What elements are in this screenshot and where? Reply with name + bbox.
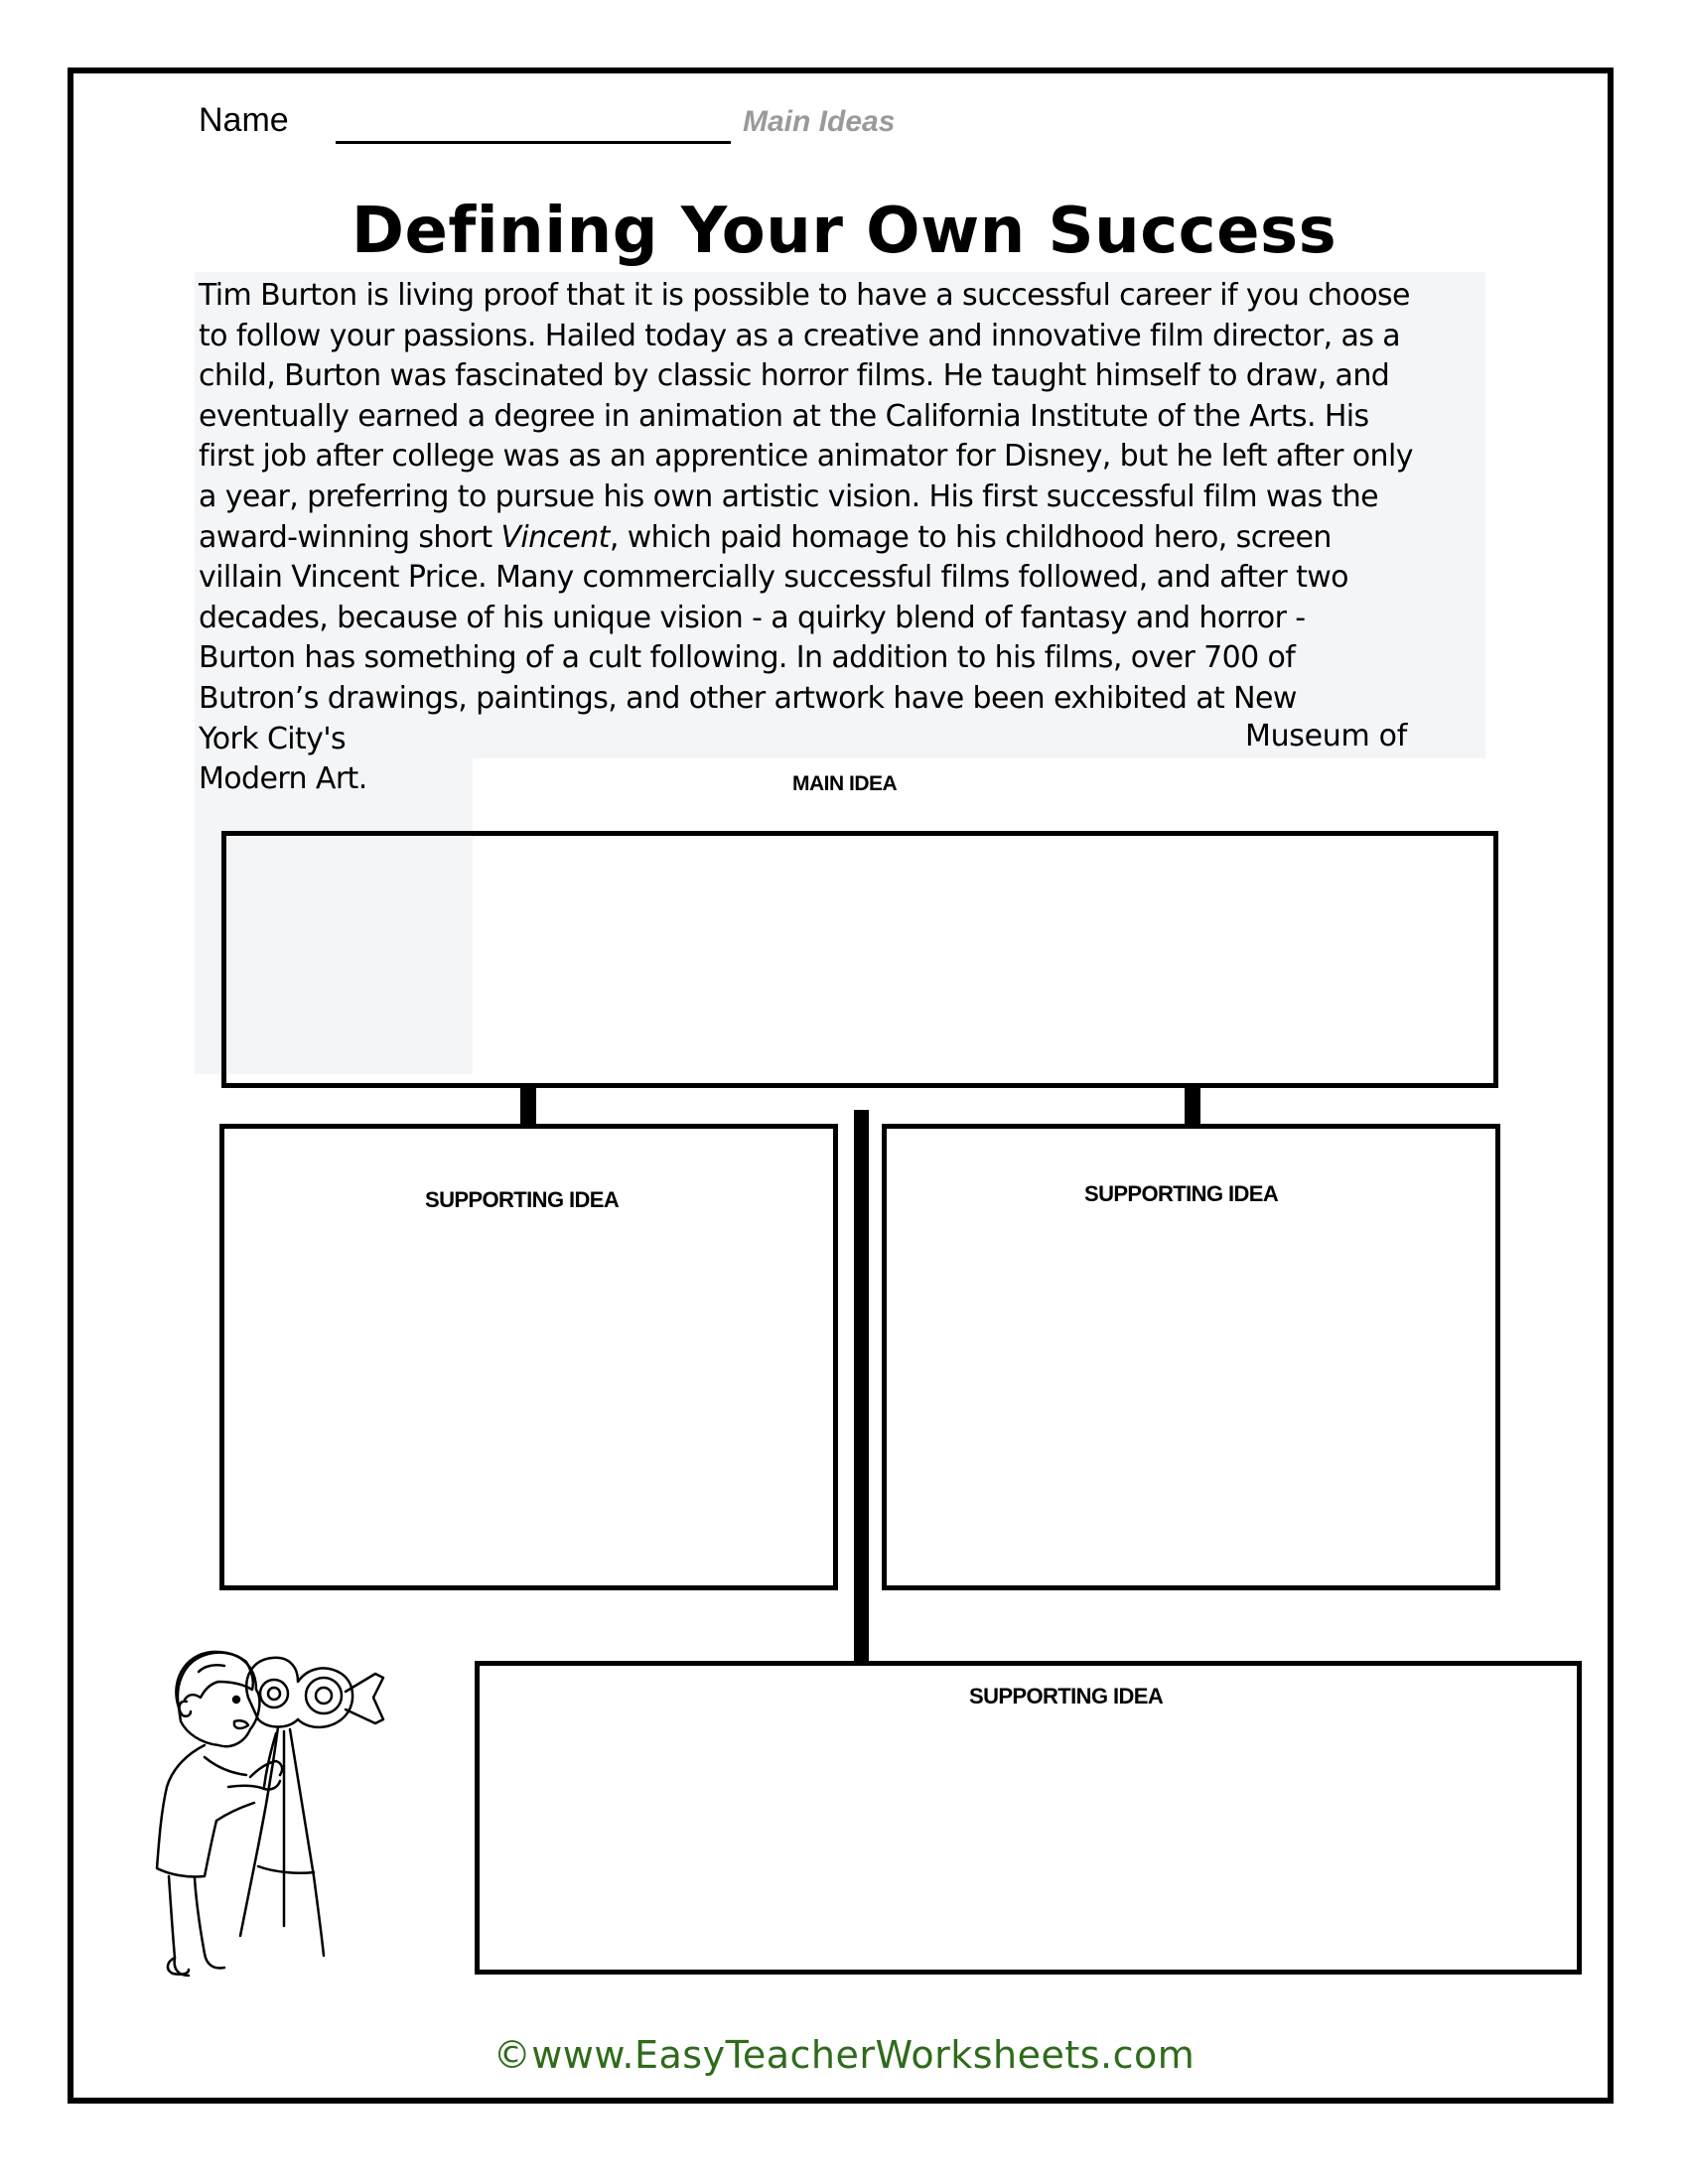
passage-line: eventually earned a degree in animation at the California Institute of the Arts. His [199, 398, 1369, 434]
passage-line: to follow your passions. Hailed today as a creative and innovative film director, as a [199, 318, 1401, 353]
passage-line: York City's [199, 721, 347, 756]
connector-center [854, 1110, 869, 1664]
passage-line: Modern Art. [199, 761, 367, 797]
section-label: Main Ideas [743, 105, 896, 138]
passage-line: child, Burton was fascinated by classic horror films. He taught himself to draw, and [199, 358, 1390, 394]
child-with-movie-camera-drawing [139, 1638, 467, 2015]
main-idea-box[interactable] [221, 831, 1498, 1088]
passage-line: decades, because of his unique vision - a quirky blend of fantasy and horror - [199, 600, 1306, 635]
passage-line: Butron’s drawings, paintings, and other artwork have been exhibited at New [199, 680, 1297, 716]
passage-line: a year, preferring to pursue his own artistic vision. His first successful film was the [199, 478, 1379, 514]
supporting-idea-label: SUPPORTING IDEA [425, 1187, 620, 1212]
main-idea-label: MAIN IDEA [792, 772, 898, 795]
passage-line: Tim Burton is living proof that it is possible to have a successful career if you choose [199, 278, 1410, 313]
passage-text: award-winning short [199, 519, 501, 555]
passage-fragment: Museum of [1241, 719, 1411, 753]
passage-line: first job after college was as an apprentice animator for Disney, but he left after only [199, 439, 1413, 475]
passage-text: , which paid homage to his childhood hero, screen [609, 519, 1332, 555]
name-input-line[interactable] [336, 141, 731, 144]
supporting-idea-label: SUPPORTING IDEA [969, 1684, 1164, 1708]
passage-line: Burton has something of a cult following. In addition to his films, over 700 of [199, 640, 1296, 676]
connector-left [520, 1086, 536, 1126]
film-title: Vincent [500, 519, 610, 555]
worksheet-title: Defining Your Own Success [351, 195, 1337, 268]
name-label: Name [199, 101, 289, 139]
supporting-idea-label: SUPPORTING IDEA [1084, 1181, 1279, 1206]
passage-line [199, 518, 1489, 559]
connector-right [1185, 1086, 1200, 1126]
footer-copyright: ©www.EasyTeacherWorksheets.com [492, 2033, 1196, 2077]
passage-line: villain Vincent Price. Many commercially successful films followed, and after two [199, 560, 1348, 596]
